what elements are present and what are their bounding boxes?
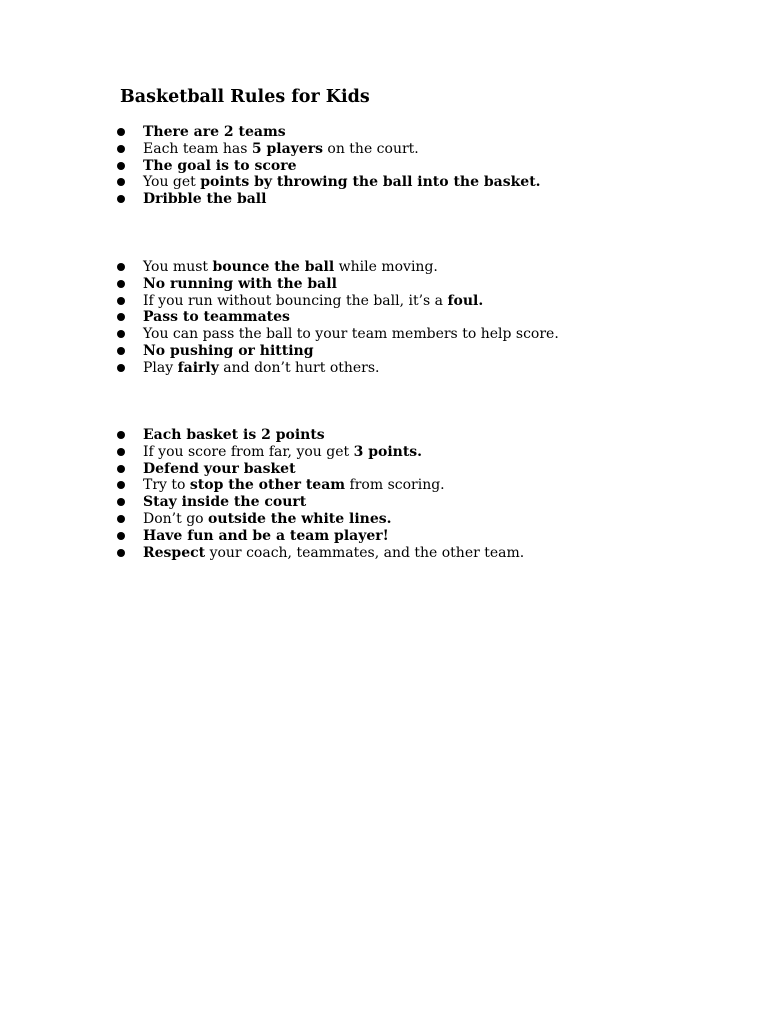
bullet-icon: [117, 128, 125, 136]
list-item: [117, 494, 524, 511]
bullet-icon: [117, 280, 125, 288]
list-item: [117, 293, 559, 310]
body-text: You get: [143, 174, 201, 191]
bullet-icon: [117, 330, 125, 338]
body-text: If you run without bouncing the ball, it’s a: [143, 292, 448, 309]
list-item: [117, 276, 559, 293]
bold-text: Have fun and be a team player!: [143, 527, 389, 544]
list-item: [117, 124, 541, 141]
bold-text: No running with the ball: [143, 275, 337, 292]
body-text: Don’t go: [143, 510, 209, 527]
bold-text: The goal is to score: [143, 157, 297, 174]
bullet-icon: [117, 465, 125, 473]
body-text: Each team has: [143, 140, 252, 157]
list-item: [117, 191, 541, 208]
bold-text: Defend your basket: [143, 460, 296, 477]
bullet-icon: [117, 195, 125, 203]
bullet-icon: [117, 145, 125, 153]
bullet-list-scoring: [117, 427, 524, 561]
body-text: from scoring.: [345, 477, 445, 494]
list-item: [117, 444, 524, 461]
bullet-icon: [117, 481, 125, 489]
bold-text: Each basket is 2 points: [143, 427, 325, 443]
bullet-icon: [117, 515, 125, 523]
list-item: [117, 259, 559, 276]
bold-text: There are 2 teams: [143, 124, 286, 140]
bullet-icon: [117, 178, 125, 186]
list-item: [117, 158, 541, 175]
bold-text: outside the white lines.: [208, 510, 392, 527]
list-item: [117, 511, 524, 528]
list-item: [117, 545, 524, 562]
body-text: on the court.: [322, 140, 419, 157]
body-text: If you score from far, you get: [143, 443, 354, 460]
bullet-list-dribbling: [117, 259, 559, 377]
bullet-icon: [117, 263, 125, 271]
body-text: Try to: [143, 477, 190, 494]
bullet-icon: [117, 347, 125, 355]
body-text: You must: [143, 259, 213, 275]
list-item: [117, 461, 524, 478]
list-item: [117, 528, 524, 545]
bullet-icon: [117, 431, 125, 439]
bold-text: bounce the ball: [212, 259, 335, 275]
list-item: [117, 174, 541, 191]
bullet-icon: [117, 448, 125, 456]
bold-text: stop the other team: [189, 477, 346, 494]
bullet-icon: [117, 297, 125, 305]
list-item: [117, 477, 524, 494]
list-item: [117, 360, 559, 377]
page-title-text: Basketball Rules for Kids: [120, 87, 370, 107]
bold-text: Pass to teammates: [143, 309, 290, 326]
bold-text: Dribble the ball: [143, 191, 267, 208]
page-title: [117, 86, 370, 108]
bullet-icon: [117, 364, 125, 372]
body-text: You can pass the ball to your team members to help score.: [143, 326, 559, 343]
body-text: and don’t hurt others.: [218, 359, 380, 376]
bullet-icon: [117, 532, 125, 540]
bold-text: Respect: [143, 544, 206, 561]
bold-text: No pushing or hitting: [143, 342, 314, 359]
bold-text: Stay inside the court: [143, 494, 307, 511]
bullet-icon: [117, 498, 125, 506]
body-text: while moving.: [334, 259, 438, 275]
bullet-list-teams: [117, 124, 541, 208]
body-text: Play: [143, 359, 178, 376]
bold-text: fairly: [177, 359, 219, 376]
bullet-icon: [117, 313, 125, 321]
bold-text: 5 players: [251, 140, 323, 157]
list-item: [117, 343, 559, 360]
list-item: [117, 309, 559, 326]
list-item: [117, 141, 541, 158]
body-text: your coach, teammates, and the other team.: [205, 544, 525, 561]
bold-text: points by throwing the ball into the basket.: [200, 174, 541, 191]
bullet-icon: [117, 549, 125, 557]
bold-text: foul.: [447, 292, 484, 309]
list-item: [117, 427, 524, 444]
list-item: [117, 326, 559, 343]
bullet-icon: [117, 162, 125, 170]
bold-text: 3 points.: [353, 443, 423, 460]
